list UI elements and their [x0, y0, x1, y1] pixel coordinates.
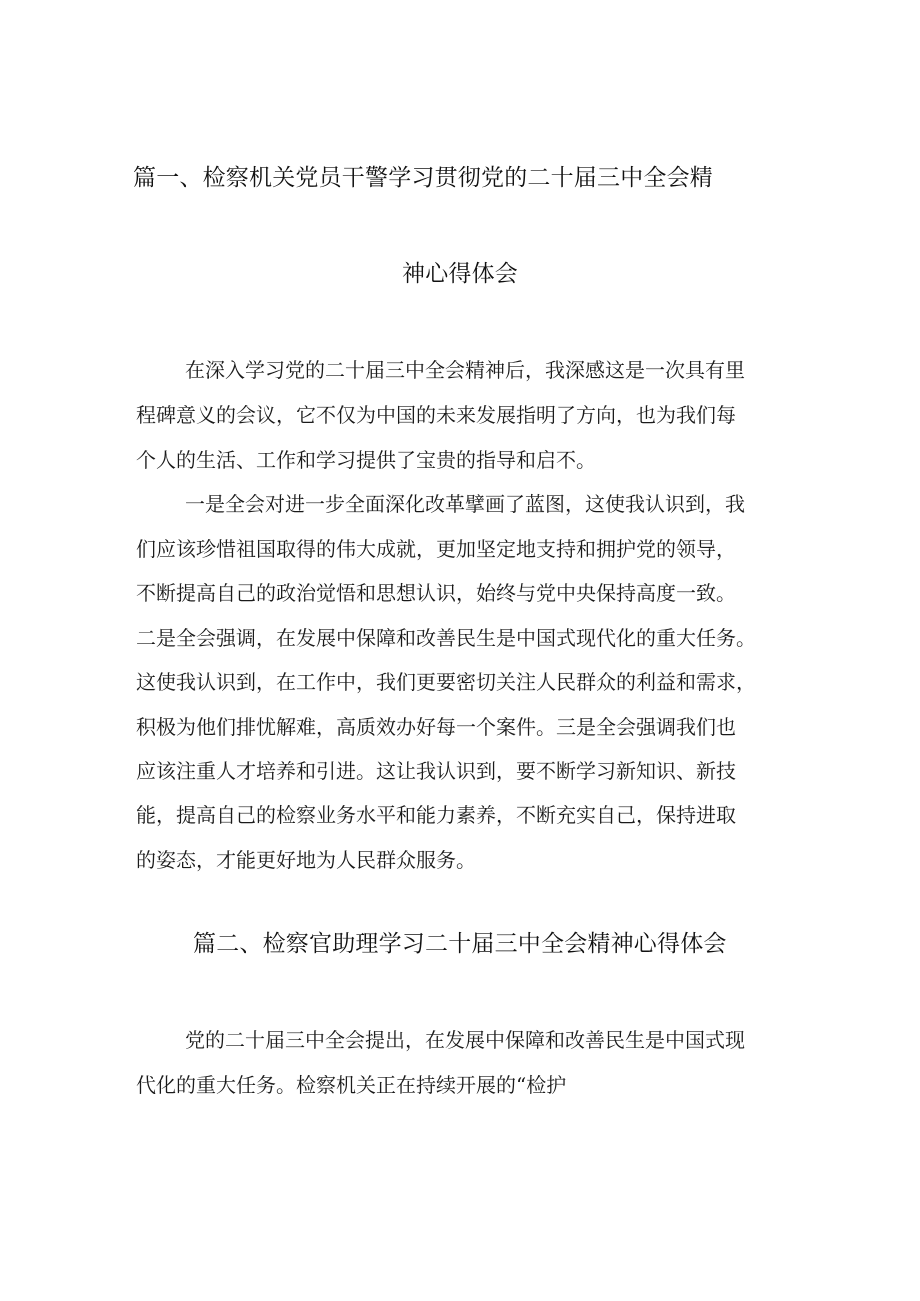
- section1-title-line1: 篇一、检察机关党员干警学习贯彻党的二十届三中全会精: [133, 165, 713, 191]
- section2-para1-line1: 党的二十届三中全会提出，在发展中保障和改善民生是中国式现: [185, 1028, 745, 1052]
- section1-para2-line3: 不断提高自己的政治觉悟和思想认识，始终与党中央保持高度一致。: [136, 581, 736, 605]
- section1-para1-line3: 个人的生活、工作和学习提供了宝贵的指导和启不。: [136, 448, 596, 472]
- section1-title-line2: 神心得体会: [402, 261, 518, 287]
- section1-para1-line1: 在深入学习党的二十届三中全会精神后，我深感这是一次具有里: [185, 358, 745, 382]
- section1-para2-line1: 一是全会对进一步全面深化改革擘画了蓝图，这使我认识到，我: [185, 492, 745, 516]
- section1-para2-line5: 这使我认识到，在工作中，我们更要密切关注人民群众的利益和需求，: [136, 670, 756, 694]
- section1-para2-line2: 们应该珍惜祖国取得的伟大成就，更加坚定地支持和拥护党的领导，: [136, 537, 736, 561]
- section2-para1-line2: 代化的重大任务。检察机关正在持续开展的“检护: [136, 1073, 567, 1097]
- section1-para2-line9: 的姿态，才能更好地为人民群众服务。: [136, 848, 476, 872]
- section1-para2-line7: 应该注重人才培养和引进。这让我认识到，要不断学习新知识、新技: [136, 759, 736, 783]
- section2-title: 篇二、检察官助理学习二十届三中全会精神心得体会: [193, 931, 727, 957]
- section1-para1-line2: 程碑意义的会议，它不仅为中国的未来发展指明了方向，也为我们每: [136, 403, 736, 427]
- section1-para2-line8: 能，提高自己的检察业务水平和能力素养，不断充实自己，保持进取: [136, 803, 736, 827]
- section1-para2-line4: 二是全会强调，在发展中保障和改善民生是中国式现代化的重大任务。: [136, 626, 756, 650]
- section1-para2-line6: 积极为他们排忧解难，高质效办好每一个案件。三是全会强调我们也: [136, 715, 736, 739]
